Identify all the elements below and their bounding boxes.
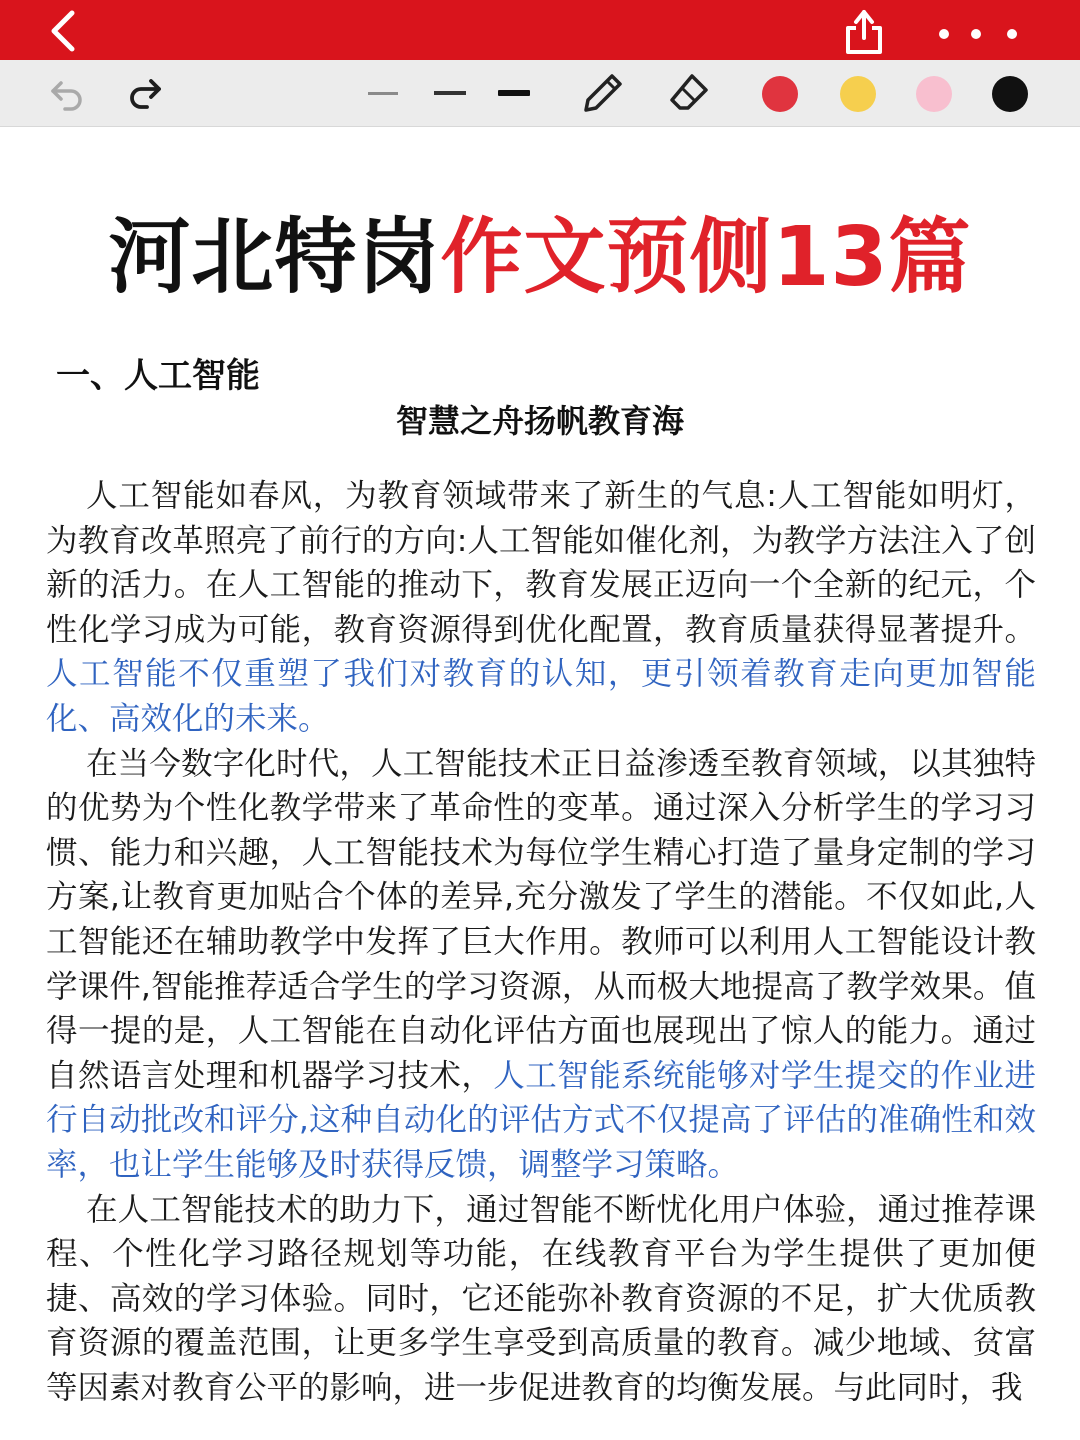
color-swatch-red[interactable] xyxy=(762,76,798,112)
document-title-red: 作文预侧13篇 xyxy=(440,210,972,305)
document-title xyxy=(0,192,1080,309)
color-swatch-black[interactable] xyxy=(992,76,1028,112)
essay-title: 智慧之舟扬帆教育海 xyxy=(395,402,684,440)
eraser-icon[interactable] xyxy=(664,68,714,118)
pencil-icon[interactable] xyxy=(578,68,628,118)
redo-icon[interactable] xyxy=(122,70,168,116)
thin-line-icon[interactable] xyxy=(368,92,398,95)
essay-body xyxy=(46,474,1036,1410)
top-bar xyxy=(0,0,1080,60)
paragraph-2-highlight: 人工智能系统能够对学生提交的作业进行自动批改和评分,这种自动化的评估方式不仅提高了评估的准确性和效率，也让学生能够及时获得反馈，调整学习策略。 xyxy=(46,1057,1036,1183)
paragraph-1-text: 人工智能如春风，为教育领域带来了新生的气息:人工智能如明灯，为教育改革照亮了前行的方向:人工智能如催化剂，为教学方法注入了创新的活力。在人工智能的推动下，教育发展正迈向一个全新的纪元，个性化学习成为可能，教育资源得到优化配置，教育质量获得显著提升。 xyxy=(46,478,1036,648)
paragraph-3 xyxy=(46,1188,1036,1411)
paragraph-1 xyxy=(46,474,1036,742)
paragraph-2-text: 在当今数字化时代，人工智能技术正日益渗透至教育领域，以其独特的优势为个性化教学带来了革命性的变革。通过深入分析学生的学习习惯、能力和兴趣，人工智能技术为每位学生精心打造了量身定制的学习方案,让教育更加贴合个体的差异,充分激发了学生的潜能。不仅如此,人工智能还在辅助教学中发挥了巨大作用。教师可以利用人工智能设计教学课件,智能推荐适合学生的学习资源，从而极大地提高了教学效果。值得一提的是，人工智能在自动化评估方面也展现出了惊人的能力。通过自然语言处理和机器学习技术， xyxy=(46,745,1036,1094)
share-icon[interactable] xyxy=(838,4,890,58)
section-heading: 一、人工智能 xyxy=(56,356,260,396)
drawing-toolbar xyxy=(0,60,1080,127)
paragraph-3-text: 在人工智能技术的助力下，通过智能不断忧化用户体验，通过推荐课程、个性化学习路径规划等功能，在线教育平台为学生提供了更加便捷、高效的学习体验。同时，它还能弥补教育资源的不足，扩大优质教育资源的覆盖范围，让更多学生享受到高质量的教育。减少地域、贫富等因素对教育公平的影响，进一步促进教育的均衡发展。与此同时，我 xyxy=(46,1191,1036,1406)
more-icon[interactable] xyxy=(930,14,1026,50)
document-title-black: 河北特岗 xyxy=(108,210,441,305)
color-swatch-yellow[interactable] xyxy=(840,76,876,112)
thick-line-icon[interactable] xyxy=(498,90,530,96)
color-swatch-pink[interactable] xyxy=(916,76,952,112)
paragraph-2 xyxy=(46,742,1036,1188)
back-chevron-icon[interactable] xyxy=(38,6,88,56)
undo-icon[interactable] xyxy=(44,70,90,116)
paragraph-1-highlight: 人工智能不仅重塑了我们对教育的认知，更引领着教育走向更加智能化、高效化的未来。 xyxy=(46,656,1036,737)
medium-line-icon[interactable] xyxy=(434,91,466,95)
